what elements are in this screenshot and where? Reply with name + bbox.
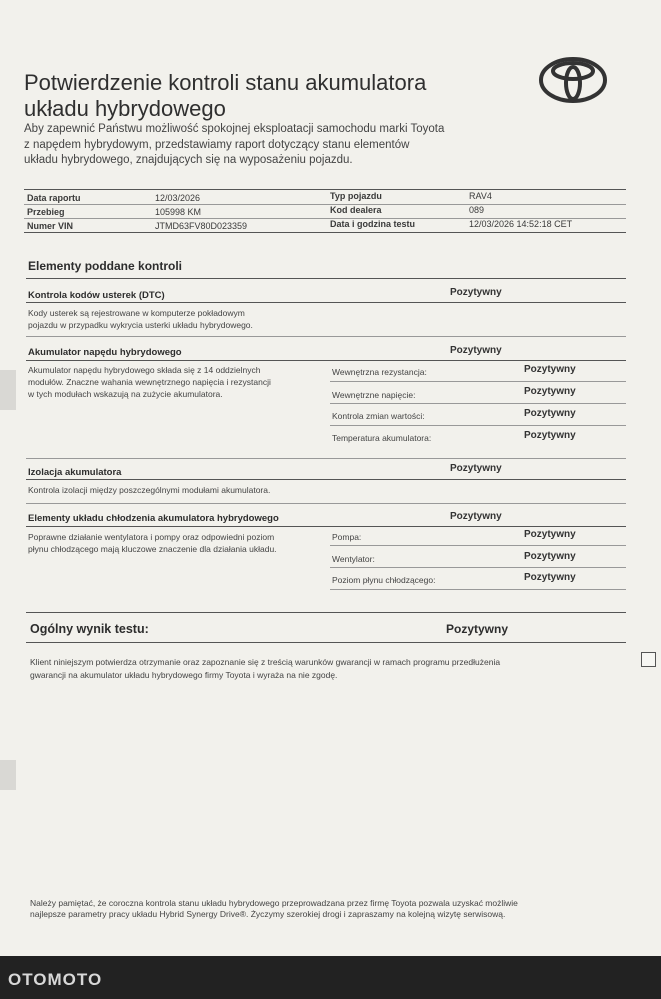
battery-check-result: Pozytywny [524, 386, 576, 397]
intro-line: Aby zapewnić Państwu możliwość spokojnej eksploatacji samochodu marki Toyota [24, 123, 445, 135]
date-label: Data raportu [27, 193, 81, 203]
date-value: 12/03/2026 [155, 193, 201, 203]
cooling-check-result: Pozytywny [524, 551, 576, 562]
battery-check-result: Pozytywny [524, 430, 576, 441]
mileage-value: 105998 KM [155, 207, 202, 217]
consent-text: Klient niniejszym potwierdza otrzymanie oraz zapoznanie się z treścią warunków gwarancji w ramach programu przedłużenia [30, 657, 501, 667]
divider [26, 278, 626, 279]
divider [26, 458, 626, 459]
intro-line: układu hybrydowego, znajdujących się na wyposażeniu pojazdu. [24, 154, 353, 166]
battery-check-label: Temperatura akumulatora: [332, 433, 432, 443]
battery-description: w tych modułach wskazują na zużycie akumulatora. [28, 389, 223, 399]
cooling-check-label: Poziom płynu chłodzącego: [332, 575, 436, 585]
vin-label: Numer VIN [27, 221, 74, 231]
vehicle-type-value: RAV4 [469, 191, 492, 201]
battery-title: Akumulator napędu hybrydowego [28, 347, 182, 358]
divider [26, 336, 626, 337]
dtc-result: Pozytywny [450, 287, 502, 298]
divider [26, 503, 626, 504]
divider [330, 545, 626, 546]
divider [330, 567, 626, 568]
battery-check-result: Pozytywny [524, 364, 576, 375]
divider [330, 381, 626, 382]
battery-check-label: Kontrola zmian wartości: [332, 411, 425, 421]
overall-result: Pozytywny [446, 622, 509, 636]
divider [24, 204, 626, 205]
vin-value: JTMD63FV80D023359 [155, 221, 248, 231]
battery-result: Pozytywny [450, 345, 502, 356]
toyota-logo-icon [538, 56, 608, 109]
vehicle-type-label: Typ pojazdu [330, 191, 382, 201]
battery-check-result: Pozytywny [524, 408, 576, 419]
consent-checkbox[interactable] [641, 652, 656, 667]
divider [330, 589, 626, 590]
cooling-check-result: Pozytywny [524, 529, 576, 540]
test-time-value: 12/03/2026 14:52:18 CET [469, 219, 573, 229]
cooling-result: Pozytywny [450, 511, 502, 522]
battery-check-label: Wewnętrzna rezystancja: [332, 367, 427, 377]
cooling-description: Poprawne działanie wentylatora i pompy oraz odpowiedni poziom [28, 532, 275, 542]
battery-description: modułów. Znaczne wahania wewnętrznego napięcia i rezystancji [28, 377, 271, 387]
paper-edge-mark [0, 370, 16, 410]
insulation-result: Pozytywny [450, 463, 502, 474]
mileage-label: Przebieg [27, 207, 65, 217]
document-title [24, 70, 524, 122]
footer-text: Należy pamiętać, że coroczna kontrola stanu układu hybrydowego przeprowadzana przez firmę Toyota pozwala uzyskać możliwie [30, 898, 518, 908]
consent-text: gwarancji na akumulator układu hybrydowego firmy Toyota i wyraża na nie zgodę. [30, 670, 338, 680]
overall-label: Ogólny wynik testu: [30, 622, 149, 636]
divider [26, 360, 626, 361]
divider [26, 302, 626, 303]
dealer-label: Kod dealera [330, 205, 382, 215]
dtc-description: pojazdu w przypadku wykrycia usterki układu hybrydowego. [28, 320, 253, 330]
divider [330, 403, 626, 404]
insulation-description: Kontrola izolacji między poszczególnymi modułami akumulatora. [28, 485, 271, 495]
dtc-title: Kontrola kodów usterek (DTC) [28, 290, 165, 301]
dtc-description: Kody usterek są rejestrowane w komputerze pokładowym [28, 308, 245, 318]
paper-edge-mark [0, 760, 16, 790]
divider [26, 642, 626, 643]
divider [330, 425, 626, 426]
divider [24, 232, 626, 233]
title-line: układu hybrydowego [24, 96, 226, 121]
elements-heading: Elementy poddane kontroli [28, 259, 183, 273]
divider [26, 479, 626, 480]
test-time-label: Data i godzina testu [330, 219, 416, 229]
intro-text [24, 122, 524, 169]
intro-line: z napędem hybrydowym, przedstawiamy raport dotyczący stanu elementów [24, 138, 410, 151]
battery-description: Akumulator napędu hybrydowego składa się z 14 oddzielnych [28, 365, 261, 375]
divider [26, 526, 626, 527]
dealer-value: 089 [469, 205, 485, 215]
battery-check-label: Wewnętrzne napięcie: [332, 390, 416, 400]
cooling-check-label: Wentylator: [332, 554, 375, 564]
watermark: OTOMOTO [8, 970, 103, 989]
divider [24, 189, 626, 190]
insulation-title: Izolacja akumulatora [28, 467, 122, 478]
divider [26, 612, 626, 613]
cooling-description: płynu chłodzącego mają kluczowe znaczenie dla działania układu. [28, 544, 277, 554]
title-line: Potwierdzenie kontroli stanu akumulatora [24, 70, 427, 95]
cooling-check-result: Pozytywny [524, 572, 576, 583]
cooling-title: Elementy układu chłodzenia akumulatora hybrydowego [28, 513, 279, 524]
cooling-check-label: Pompa: [332, 532, 362, 542]
footer-text: najlepsze parametry pracy układu Hybrid Synergy Drive®. Życzymy szerokiej drogi i zapraszamy na kolejną wizytę serwisową. [30, 909, 506, 919]
